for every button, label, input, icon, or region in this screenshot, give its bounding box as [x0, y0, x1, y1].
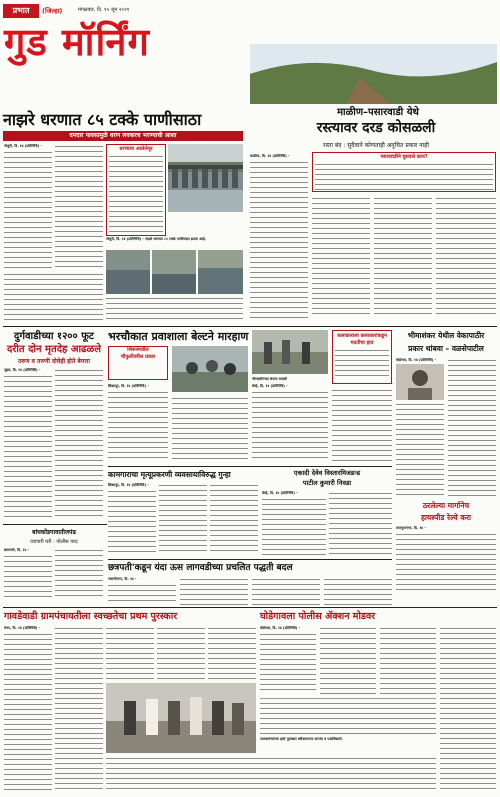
right-lead-headline: रस्त्यावर दरड कोसळली: [316, 120, 436, 136]
story9-dateline: भवानीनगर, दि. १४ -: [108, 577, 137, 581]
award-photo-icon: [106, 683, 256, 753]
crowd-photo-icon: [172, 346, 248, 392]
story5-column-1: [396, 402, 444, 496]
story7-column-1: [262, 497, 326, 555]
small-story-column-2: [55, 548, 103, 598]
lead-sidebar: [106, 144, 166, 236]
divider-3: [3, 524, 107, 525]
lead-column-3: [4, 272, 103, 322]
story8-headline-1: ठरलेल्या मार्गानेच: [422, 501, 470, 510]
lead-sidebar-title: धरणाला आलेलेनूर: [119, 146, 153, 152]
story11-column-2: [320, 626, 376, 694]
masthead-edition: (जिल्हा): [42, 7, 63, 15]
lead-small-photo-2: [152, 250, 196, 294]
story11-column-4: [440, 626, 496, 792]
story5-column-2: [448, 358, 496, 496]
bottom-columns: [106, 756, 436, 792]
masthead-brand: प्रभात: [3, 4, 39, 18]
lead-headline: नाझरे धरणात ८५ टक्के पाणीसाठा: [3, 110, 202, 129]
lead-dateline: जेजुरी, दि. १४ (प्रतिनिधि) -: [4, 144, 42, 148]
lead-small-photo-3: [198, 250, 243, 294]
divider-4: [108, 559, 392, 560]
bottom-photo-caption-text: पालकमंत्र्यांच्या हस्ते पुरस्कार स्वीकारताना सरपंच व पदाधिकारी.: [260, 737, 343, 741]
story3-box-title-2: चौफुलीवरील प्रकार: [120, 354, 156, 360]
story11-headline: घोडेगावला पोलीस ॲक्शन मोडवर: [260, 611, 376, 622]
small-story-headline: बांधकोंडगावातीलपंढ: [32, 529, 76, 536]
lead-small-photo-1: [106, 250, 150, 294]
story2-subhead: तरुण व तरुणी दोघेही होते बेपत्ता: [18, 358, 90, 365]
story5-photo: [396, 364, 444, 400]
right-lead-box: [312, 152, 496, 192]
right-lead-column-4: [436, 196, 496, 318]
story9-column-1: [108, 583, 176, 605]
story9-headline: छत्रपती'कडून यंदा ऊस लागवडीच्या प्रचलित पद्धती बदल: [108, 563, 293, 573]
right-lead-title: माळीण–पसारवाडी येथे: [337, 107, 419, 118]
dam-photo-icon: [168, 144, 243, 212]
story4-column-1: [252, 390, 328, 462]
story5-headline-2: प्रकार थांबवा – वळसेपाटील: [408, 344, 484, 353]
story4-box-title: कलाकाराला कलाकारांकडून मदतीचा हात: [337, 333, 387, 346]
story7-dateline: वेल्हे, दि. १४ (प्रतिनिधि) -: [262, 491, 298, 495]
story3-column-1: [108, 390, 168, 462]
story2-dateline: जुन्नर, दि. १४ (प्रतिनिधि) -: [4, 368, 41, 372]
bottom-photo-caption-lines: [260, 701, 436, 735]
story3-headline: भरचौकात प्रवाशाला बेल्टने मारहाण: [108, 330, 249, 343]
story10-photo: [106, 683, 256, 753]
masthead-title: गुड मॉर्निंग: [4, 20, 150, 64]
lead-photo: [168, 144, 243, 212]
masthead-dateline: मंगळवार, दि. १५ जून २०२१: [78, 7, 130, 13]
story4-box-text: [335, 348, 389, 376]
story3-box-title-1: शिरूरमधील: [127, 347, 149, 353]
landslide-photo-icon: [250, 44, 497, 104]
story10-column-4: [157, 626, 205, 680]
bottom-photo-caption: [260, 698, 436, 752]
lead-photo-caption: जेजुरी, दि. १४ (प्रतिनिधि) - नाझरे धरणात ८५ टक्के पाणीसाठा झाला आहे.: [106, 237, 207, 241]
story10-dateline: मंचर, दि. १४ (प्रतिनिधि) -: [4, 626, 41, 630]
story7-headline-1: एकादी देवेव विस्तारमिजडन्ड: [293, 469, 361, 477]
story11-column-1: [260, 632, 316, 694]
story6-column-3: [210, 483, 258, 555]
people-photo-icon: [252, 330, 328, 374]
story6-headline: कामगाराचा मृत्यूप्रकरणी व्यवसायाविरुद्ध गुन्हा: [108, 470, 231, 479]
water-photo-icon: [198, 250, 243, 294]
story7-headline-2: पाटील कुमारी निवडा: [302, 479, 352, 487]
right-lead-column-1: [250, 160, 308, 318]
right-lead-box-title: पसारवाडीने घुसवले काय?: [380, 154, 428, 160]
right-lead-box-text: [315, 162, 493, 190]
divider-2: [108, 466, 392, 467]
story11-column-3: [380, 626, 436, 694]
portrait-photo-icon: [396, 364, 444, 400]
lead-subhead: दमदार पावसामुळे धरण लवकरच भरण्याची आशा: [3, 131, 243, 141]
story2-column-2: [55, 368, 103, 520]
lead-column-1: [4, 150, 52, 270]
story11-dateline: घोडेगाव, दि. १४ (प्रतिनिधि) -: [260, 626, 301, 630]
right-lead-subhead: रस्ता बंद : सुदैवाने कोणताही अनुचित प्रकार नाही: [323, 142, 429, 149]
story8-headline-2: हायस्पीड रेल्वे करा: [420, 513, 472, 522]
story7-column-2: [329, 491, 392, 555]
story5-dateline: घोडेगाव, दि. १४ (प्रतिनिधि) -: [396, 358, 437, 362]
right-lead-column-3: [374, 196, 432, 318]
story5-headline-1: भीमाशंकर येथील वेकापाठीर: [407, 331, 485, 340]
small-story-subhead: व्यापारी घरी : पोलीस वरद: [30, 539, 78, 545]
story10-column-1: [4, 632, 52, 792]
story4-dateline: वेल्हे, दि. १४ (प्रतिनिधि) -: [252, 384, 288, 388]
small-story-dateline: बारामती, दि. १४ -: [4, 548, 30, 552]
story4-column-2: [332, 388, 392, 462]
lead-sidebar-text: [109, 154, 163, 234]
story9-column-3: [252, 577, 320, 605]
story8-column-1: [396, 532, 496, 590]
story2-headline-1: दुर्गवाडीच्या १२०० फूट: [14, 331, 94, 342]
small-story-column-1: [4, 554, 52, 598]
story10-headline: गावडेवाडी ग्रामपंचायतीला स्वच्छतेचा प्रथम पुरस्कार: [4, 611, 178, 622]
story10-column-5: [208, 626, 256, 680]
story10-column-2: [55, 626, 103, 792]
story9-column-4: [324, 577, 392, 605]
lead-column-4: [106, 296, 243, 322]
story4-headline: भीमाकोरेगाव बेपत्ता व्यक्ती: [252, 377, 287, 381]
story3-photo: [172, 346, 248, 392]
right-lead-photo: [250, 44, 497, 104]
story6-column-2: [159, 483, 207, 555]
water-photo-icon: [106, 250, 150, 294]
story2-headline-2: दरीत दोन मृतदेह आढळले: [6, 344, 102, 355]
story9-column-2: [180, 577, 248, 605]
right-lead-dateline: माळीण, दि. १४ (प्रतिनिधि) -: [250, 154, 290, 158]
story6-column-1: [108, 489, 156, 555]
lead-column-2: [55, 144, 103, 270]
story4-photo: [252, 330, 328, 374]
story3-column-2: [172, 396, 248, 462]
right-lead-column-2: [312, 196, 370, 318]
divider-1: [3, 326, 497, 327]
divider-5: [3, 607, 497, 608]
story2-column-1: [4, 374, 52, 520]
story6-dateline: शिक्रापूर, दि. १४ (प्रतिनिधि) -: [108, 483, 149, 487]
story4-box: [332, 330, 392, 384]
story8-dateline: राजगुरूनगर, दि. १४ -: [396, 526, 426, 530]
story3-box: [108, 346, 168, 380]
story10-column-3: [106, 626, 154, 680]
story3-dateline: शिक्रापूर, दि. १४ (प्रतिनिधि) -: [108, 384, 149, 388]
water-photo-icon: [152, 250, 196, 294]
